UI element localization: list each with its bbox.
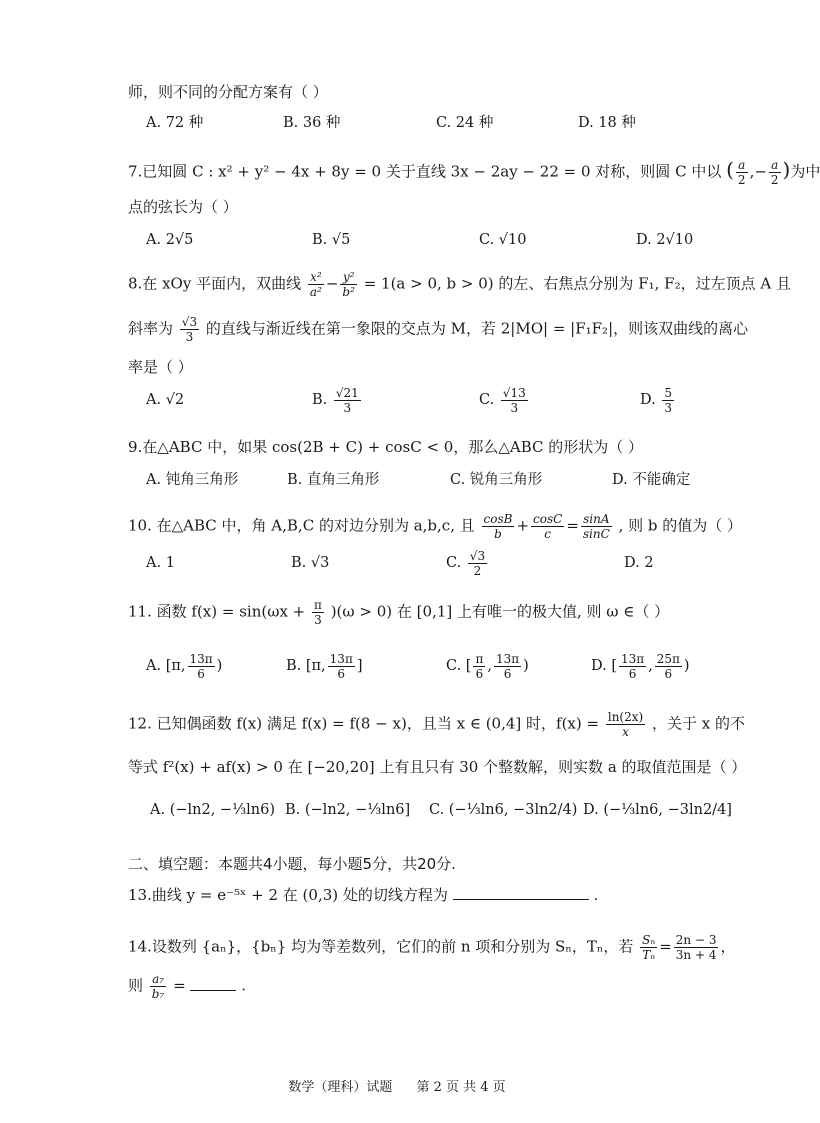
q8-option-c-label: C. bbox=[479, 392, 495, 408]
page-footer bbox=[0, 1079, 794, 1097]
q8-d-num: 5 bbox=[664, 385, 672, 400]
question-7-line2: 点的弦长为（ ） bbox=[128, 198, 238, 216]
q13-stem-text: 13.曲线 y = e⁻⁵ˣ + 2 在 (0,3) 处的切线方程为 bbox=[128, 886, 448, 904]
q11-c-den2: 6 bbox=[503, 666, 512, 681]
question-7-stem: 7.已知圆 C : x² + y² − 4x + 8y = 0 关于直线 3x − 2ay − 22 = 0 对称，则圆 C 中以 ( $\frac{a}{2}$ ,− $\frac{a}{2}$ )为中 bbox=[128, 157, 820, 187]
q14-sn: Sₙ bbox=[642, 933, 656, 947]
q11-c-comma: , bbox=[487, 658, 492, 674]
q12-option-a: A. (−ln2, −⅓ln6) bbox=[150, 802, 275, 818]
q11-pi-num: π bbox=[314, 598, 322, 612]
q9-option-c: C. 锐角三角形 bbox=[450, 472, 543, 488]
q14-line1a: 14.设数列 {aₙ}，{bₙ} 均为等差数列，它们的前 n 项和分别为 Sₙ，Tₙ，若 bbox=[128, 937, 634, 956]
q8-option-b-label: B. bbox=[312, 392, 328, 408]
q8-option-c bbox=[479, 385, 530, 415]
q10-f2-den: c bbox=[544, 527, 552, 541]
q12-line1a: 12. 已知偶函数 f(x) 满足 f(x) = f(8 − x)，且当 x ∈ (0,4] 时，f(x) = bbox=[128, 714, 600, 733]
q14-a7: a₇ bbox=[150, 972, 167, 987]
q10-f3-num: sinA bbox=[581, 512, 612, 527]
question-12-options bbox=[146, 795, 746, 825]
q14-answer-blank[interactable] bbox=[190, 976, 236, 991]
q11-c-label: C. bbox=[446, 658, 462, 674]
question-8-line1: 8.在 xOy 平面内，双曲线 $\frac{\text{x²}}{\text{a²}}$ − $\frac{\text{y²}}{\text{b²}}$ = 1(a > 0, b > 0) 的左、右焦点分别为 F₁, F₂，过左顶点 A 且 bbox=[128, 270, 791, 299]
q12-ln-num: ln(2x) bbox=[607, 710, 644, 724]
q11-b-den: 6 bbox=[337, 666, 346, 681]
q14-equals: = bbox=[173, 976, 186, 995]
q11-d-num2: 25π bbox=[656, 651, 680, 666]
q11-stem-a: 11. 函数 f(x) = sin(ωx + bbox=[128, 602, 306, 621]
footer-subject: 数学（理科）试题 bbox=[288, 1080, 393, 1095]
q11-d-num1: 13π bbox=[621, 651, 645, 666]
q7-stem-tail: 为中 bbox=[790, 162, 820, 181]
q10-stem-a: 10. 在△ABC 中，角 A,B,C 的对边分别为 a,b,c, 且 bbox=[128, 516, 475, 535]
q8-option-d bbox=[640, 385, 676, 415]
q7-option-a: A. 2√5 bbox=[146, 232, 194, 248]
question-6-tail: 师，则不同的分配方案有（ ） bbox=[128, 83, 328, 101]
q8-hyp-den-1: a² bbox=[309, 285, 322, 299]
q12-ln-den: x bbox=[622, 725, 629, 739]
question-8-line2 bbox=[128, 315, 748, 344]
footer-page-number: 第 2 页 共 4 页 bbox=[416, 1080, 506, 1095]
q8-option-b bbox=[312, 385, 363, 415]
q6-option-d: D. 18 种 bbox=[578, 115, 636, 131]
section-2-heading: 二、填空题：本题共4小题，每小题5分，共20分. bbox=[128, 855, 456, 873]
q11-a-den: 6 bbox=[197, 666, 205, 681]
q11-option-a bbox=[146, 651, 222, 681]
q11-a-label: A. bbox=[146, 658, 162, 674]
q14-tn: Tₙ bbox=[642, 948, 656, 962]
q11-d-den2: 6 bbox=[664, 666, 673, 681]
q9-option-d: D. 不能确定 bbox=[612, 472, 691, 488]
q10-c-num: √3 bbox=[469, 548, 486, 563]
question-11-stem bbox=[128, 598, 669, 627]
q8-slope-num: √3 bbox=[181, 315, 198, 329]
q10-stem-b: , 则 b 的值为（ ） bbox=[618, 516, 743, 535]
q7-stem-text: 7.已知圆 C : x² + y² − 4x + 8y = 0 关于直线 3x − 2ay − 22 = 0 对称，则圆 C 中以 bbox=[128, 162, 722, 181]
q8-line2b: 的直线与渐近线在第一象限的交点为 M，若 2|MO| = |F₁F₂|，则该双曲线的离心 bbox=[205, 319, 749, 338]
q8-line1a: 8.在 xOy 平面内，双曲线 bbox=[128, 274, 302, 293]
q8-line1b: = 1(a > 0, b > 0) 的左、右焦点分别为 F₁, F₂，过左顶点 A 且 bbox=[363, 274, 791, 293]
q11-a-close: ) bbox=[216, 658, 223, 674]
q11-d-close: ) bbox=[683, 658, 690, 674]
question-8-line3: 率是（ ） bbox=[128, 358, 193, 376]
q8-option-d-label: D. bbox=[640, 392, 656, 408]
q10-f2-num: cosC bbox=[533, 512, 563, 526]
q10-option-c-label: C. bbox=[446, 555, 462, 571]
q8-c-num: √13 bbox=[502, 385, 526, 400]
q11-a-open: [π, bbox=[165, 658, 186, 674]
q11-c-num2: 13π bbox=[495, 651, 520, 666]
question-13-stem bbox=[128, 885, 598, 905]
question-8-options bbox=[146, 385, 746, 415]
q11-b-close: ] bbox=[356, 658, 363, 674]
q11-c-open: [ bbox=[465, 658, 472, 674]
q8-b-den: 3 bbox=[343, 400, 352, 415]
q14-b7: b₇ bbox=[151, 987, 165, 1001]
q11-d-label: D. bbox=[591, 658, 607, 674]
q8-hyp-num-1: x² bbox=[308, 270, 324, 285]
q7-option-c: C. √10 bbox=[479, 232, 527, 248]
q11-b-open: [π, bbox=[305, 658, 326, 674]
q7-frac-den-2: 2 bbox=[770, 173, 779, 187]
q11-a-num: 13π bbox=[189, 651, 213, 666]
q9-option-a: A. 钝角三角形 bbox=[146, 472, 239, 488]
q8-hyp-den-2: b² bbox=[342, 285, 355, 299]
question-6-options bbox=[146, 108, 746, 138]
q6-option-c: C. 24 种 bbox=[436, 115, 494, 131]
q10-option-b: B. √3 bbox=[291, 555, 330, 571]
q14-line2a: 则 bbox=[128, 976, 144, 995]
q10-f3-den: sinC bbox=[582, 527, 610, 541]
q12-line1b: ，关于 x 的不 bbox=[651, 714, 745, 733]
q6-option-b: B. 36 种 bbox=[283, 115, 341, 131]
q8-slope-den: 3 bbox=[185, 330, 194, 344]
question-9-options bbox=[146, 465, 746, 495]
q14-ratio-den: 3n + 4 bbox=[675, 948, 717, 962]
q7-frac-num-1: a bbox=[736, 158, 748, 173]
q8-b-num: √21 bbox=[335, 385, 359, 400]
q9-option-b: B. 直角三角形 bbox=[287, 472, 380, 488]
q11-c-close: ) bbox=[523, 658, 529, 674]
q11-d-open: [ bbox=[611, 658, 617, 674]
question-10-stem: 10. 在△ABC 中，角 A,B,C 的对边分别为 a,b,c, 且 $\frac{\cos B}{b}$ + $\frac{\cos C}{c}$ = $\frac{\sin A}{\sin C}$ , 则 b 的值为（ ） bbox=[128, 512, 743, 541]
q11-d-comma: , bbox=[648, 658, 653, 674]
q13-answer-blank[interactable] bbox=[453, 885, 589, 900]
q8-option-a: A. √2 bbox=[146, 392, 185, 408]
question-7-options bbox=[146, 225, 746, 255]
question-14-line1: 14.设数列 {aₙ}，{bₙ} 均为等差数列，它们的前 n 项和分别为 Sₙ，Tₙ，若 $\frac{\text{Sₙ}}{\text{Tₙ}}$ = $\frac{2n - 3}{3n + 4}$ ， bbox=[128, 933, 736, 962]
q13-tail: . bbox=[593, 886, 599, 904]
q11-b-label: B. bbox=[286, 658, 302, 674]
question-10-options bbox=[146, 548, 746, 578]
q7-frac-den-1: 2 bbox=[737, 173, 746, 187]
q10-option-a: A. 1 bbox=[146, 555, 175, 571]
q12-option-d: D. (−⅓ln6, −3ln2/4] bbox=[583, 802, 732, 818]
q7-option-d: D. 2√10 bbox=[636, 232, 694, 248]
q10-option-d: D. 2 bbox=[624, 555, 654, 571]
q14-ratio-num: 2n − 3 bbox=[675, 933, 717, 947]
q7-frac-num-2: a bbox=[769, 158, 781, 173]
q12-option-b: B. (−ln2, −⅓ln6] bbox=[285, 802, 411, 818]
q14-tail: . bbox=[241, 976, 246, 995]
q11-option-b bbox=[286, 651, 363, 681]
q11-option-d bbox=[591, 651, 690, 681]
q10-f1-num: cosB bbox=[483, 512, 513, 526]
q7-option-b: B. √5 bbox=[312, 232, 351, 248]
q6-option-a: A. 72 种 bbox=[146, 115, 204, 131]
q12-option-c: C. (−⅓ln6, −3ln2/4) bbox=[429, 802, 578, 818]
q8-d-den: 3 bbox=[664, 400, 672, 415]
q11-option-c bbox=[446, 651, 529, 681]
question-14-line2 bbox=[128, 972, 246, 1001]
question-12-line2: 等式 f²(x) + af(x) > 0 在 [−20,20] 上有且只有 30 个整数解，则实数 a 的取值范围是（ ） bbox=[128, 758, 747, 776]
q8-hyp-num-2: y² bbox=[340, 270, 357, 285]
q11-c-den1: 6 bbox=[475, 666, 484, 681]
question-11-options bbox=[146, 651, 746, 681]
q10-option-c bbox=[446, 548, 489, 578]
q11-b-num: 13π bbox=[329, 651, 353, 666]
q11-pi-den: 3 bbox=[314, 613, 322, 627]
q8-c-den: 3 bbox=[510, 400, 519, 415]
question-12-line1 bbox=[128, 710, 745, 739]
q8-line2a: 斜率为 bbox=[128, 319, 174, 338]
q11-c-num1: π bbox=[475, 651, 484, 666]
q10-f1-den: b bbox=[494, 527, 502, 541]
q11-d-den1: 6 bbox=[628, 666, 637, 681]
q10-c-den: 2 bbox=[473, 563, 482, 578]
q11-stem-b: )(ω > 0) 在 [0,1] 上有唯一的极大值, 则 ω ∈（ ） bbox=[330, 602, 670, 621]
question-9-stem: 9.在△ABC 中，如果 cos(2B + C) + cosC < 0，那么△ABC 的形状为（ ） bbox=[128, 438, 644, 456]
